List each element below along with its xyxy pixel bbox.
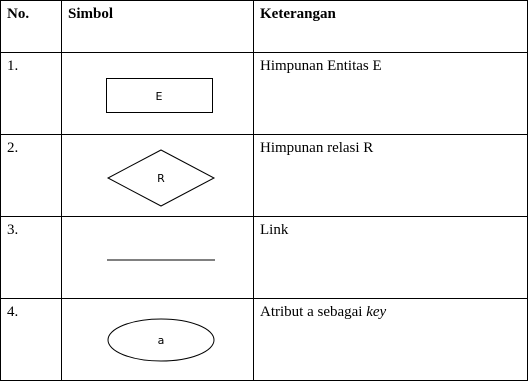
symbol-cell [62,217,254,299]
symbol-cell [62,299,254,381]
row-description: Himpunan Entitas E [254,53,528,135]
symbol-label: a [157,334,165,347]
symbol-cell [62,135,254,217]
symbol-label: R [157,172,165,185]
line-icon [106,257,218,263]
symbol-label: E [155,90,163,103]
row-number: 4. [1,299,62,381]
header-symbol: Simbol [62,1,254,53]
table-row [1,299,528,381]
row-description: Link [254,217,528,299]
rectangle-icon [106,78,214,114]
table-header-row [1,1,528,53]
row-number: 2. [1,135,62,217]
table-row [1,53,528,135]
table-row [1,217,528,299]
ellipse-icon [106,317,216,363]
description-emphasis: key [366,304,387,320]
header-no: No. [1,1,62,53]
row-number: 3. [1,217,62,299]
diamond-icon [106,149,216,207]
table-row [1,135,528,217]
row-number: 1. [1,53,62,135]
header-description: Keterangan [254,1,528,53]
row-description: Himpunan relasi R [254,135,528,217]
row-description [254,299,528,381]
symbol-cell [62,53,254,135]
description-text: Atribut a sebagai [260,304,367,320]
